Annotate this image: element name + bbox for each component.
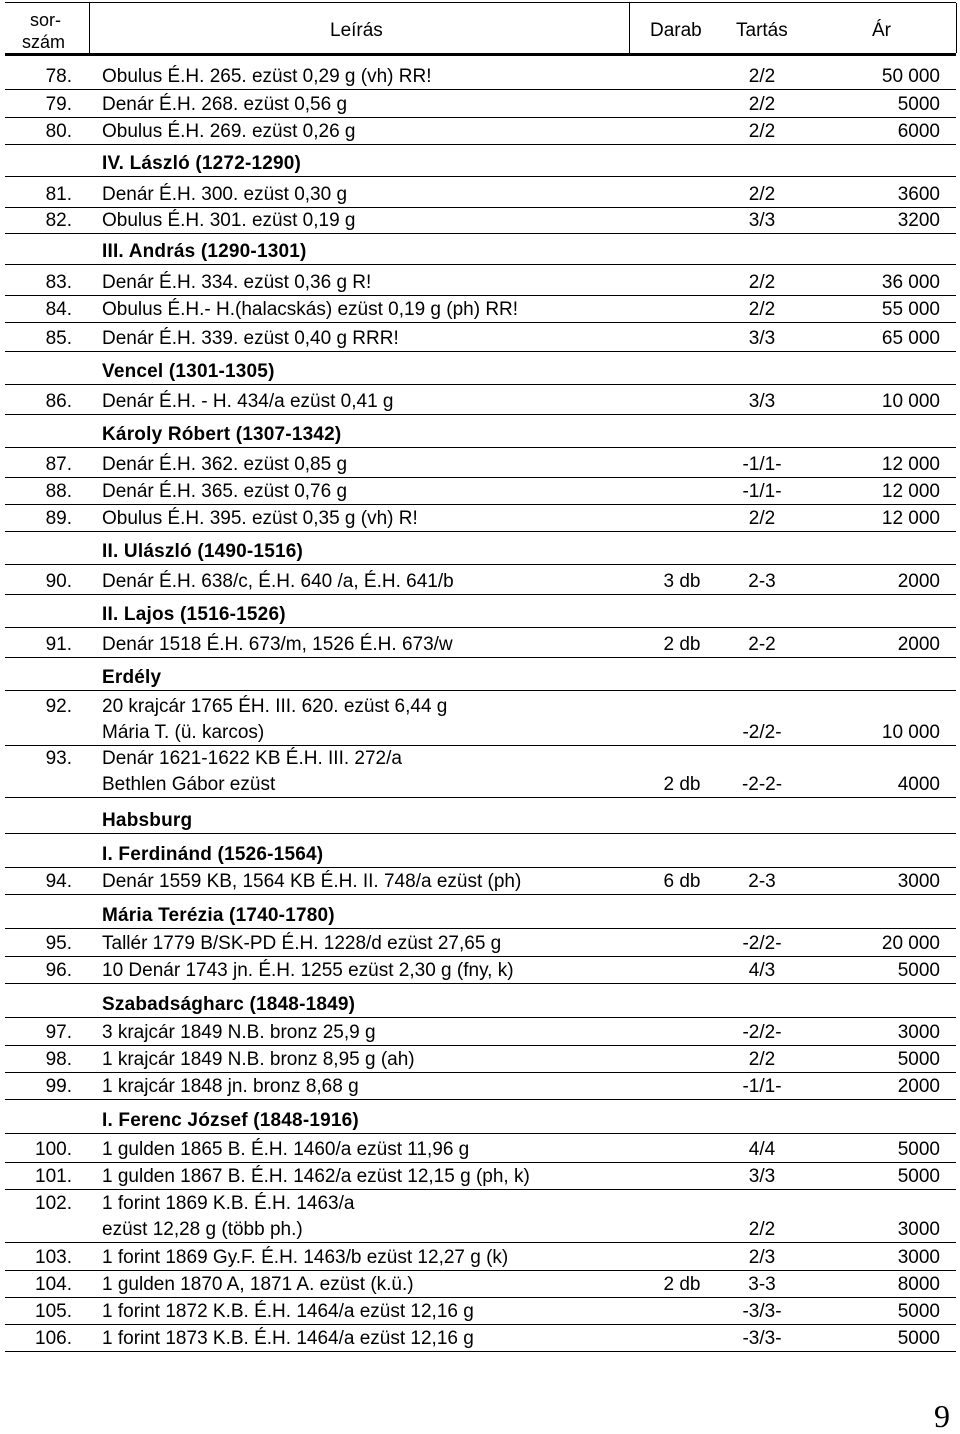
item-number: 81. [45,184,72,205]
row-rule [5,1072,956,1073]
item-number: 104. [35,1274,72,1295]
item-description: Obulus É.H. 301. ezüst 0,19 g [102,210,356,231]
header-description: Leírás [330,20,383,41]
table-row [0,1193,960,1243]
item-number: 84. [45,299,72,320]
item-price: 2000 [897,571,940,592]
row-rule [5,564,956,565]
section-title: III. András (1290-1301) [102,241,307,262]
item-grade: 3/3 [748,391,776,412]
item-description: Denár É.H. 362. ezüst 0,85 g [102,454,348,475]
table-row [0,933,960,955]
row-rule [5,1324,956,1325]
item-number: 90. [45,571,72,592]
row-rule [5,414,956,415]
item-price: 3000 [897,871,940,892]
row-rule [5,477,956,478]
item-quantity: 2 db [663,634,701,655]
row-rule [5,176,956,177]
item-description: 1 forint 1869 Gy.F. É.H. 1463/b ezüst 12,27 g (k) [102,1247,509,1268]
item-price: 5000 [897,1139,940,1160]
section-title: II. Lajos (1516-1526) [102,604,286,625]
row-rule [5,745,956,746]
item-grade: 2/2 [748,184,776,205]
section-heading [0,424,960,446]
row-rule [5,233,956,234]
item-number: 79. [45,94,72,115]
item-description: Obulus É.H.- H.(halacskás) ezüst 0,19 g (ph) RR! [102,299,519,320]
row-rule [5,983,956,984]
item-price: 3000 [897,1219,940,1240]
table-row [0,1022,960,1044]
item-grade: 3/3 [748,328,776,349]
item-number: 98. [45,1049,72,1070]
item-description-line2: Bethlen Gábor ezüst [102,774,276,795]
section-heading [0,667,960,689]
section-heading [0,241,960,263]
item-description: Tallér 1779 B/SK-PD É.H. 1228/d ezüst 27,65 g [102,933,502,954]
item-price: 3000 [897,1022,940,1043]
header-divider [629,3,630,53]
item-grade: 3-3 [748,1274,776,1295]
section-heading [0,905,960,927]
item-description: Denár É.H. 268. ezüst 0,56 g [102,94,348,115]
item-description-line2: Mária T. (ü. karcos) [102,722,265,743]
item-price: 3200 [897,210,940,231]
item-number: 86. [45,391,72,412]
item-number: 106. [35,1328,72,1349]
section-title: I. Ferenc József (1848-1916) [102,1110,359,1131]
item-number: 101. [35,1166,72,1187]
section-title: Szabadságharc (1848-1849) [102,994,356,1015]
row-rule [5,1189,956,1190]
item-grade: 2/2 [748,299,776,320]
item-grade: -1/1- [742,454,782,475]
row-rule [5,1162,956,1163]
table-row [0,184,960,206]
item-description: Denár É.H. 300. ezüst 0,30 g [102,184,348,205]
row-rule [5,956,956,957]
row-rule [5,531,956,532]
item-price: 3600 [897,184,940,205]
item-grade: 2/2 [748,94,776,115]
row-rule [5,384,956,385]
row-rule [5,867,956,868]
item-quantity: 2 db [663,1274,701,1295]
item-grade: -3/3- [742,1301,782,1322]
item-grade: -3/3- [742,1328,782,1349]
item-price: 4000 [897,774,940,795]
item-description: Denár 1559 KB, 1564 KB É.H. II. 748/a ezüst (ph) [102,871,522,892]
row-rule [5,351,956,352]
item-grade: 2/2 [748,66,776,87]
item-description: Obulus É.H. 265. ezüst 0,29 g (vh) RR! [102,66,432,87]
item-price: 12 000 [881,508,940,529]
item-description: Denár 1621-1622 KB É.H. III. 272/a [102,748,402,769]
section-heading [0,844,960,866]
item-price: 5000 [897,1166,940,1187]
section-title: II. Ulászló (1490-1516) [102,541,304,562]
item-grade: 2-3 [748,871,776,892]
item-description: 20 krajcár 1765 ÉH. III. 620. ezüst 6,44 g [102,696,448,717]
table-row [0,121,960,143]
item-number: 82. [45,210,72,231]
item-number: 89. [45,508,72,529]
item-number: 88. [45,481,72,502]
header-top-rule [5,2,956,3]
row-rule [5,1297,956,1298]
row-rule [5,594,956,595]
item-grade: 2/2 [748,508,776,529]
table-row [0,960,960,982]
table-row [0,299,960,321]
item-description-line2: ezüst 12,28 g (több ph.) [102,1219,303,1240]
item-number: 92. [45,696,72,717]
section-heading [0,1110,960,1132]
row-rule [5,295,956,296]
item-number: 100. [35,1139,72,1160]
item-grade: -2/2- [742,1022,782,1043]
item-number: 83. [45,272,72,293]
item-price: 5000 [897,1328,940,1349]
table-row [0,272,960,294]
section-heading [0,541,960,563]
row-rule [5,1133,956,1134]
table-row [0,1274,960,1296]
page-number: 9 [934,1398,950,1434]
table-row [0,1328,960,1350]
item-description: 10 Denár 1743 jn. É.H. 1255 ezüst 2,30 g (fny, k) [102,960,514,981]
row-rule [5,833,956,834]
item-quantity: 3 db [663,571,701,592]
item-price: 10 000 [881,391,940,412]
item-number: 99. [45,1076,72,1097]
row-rule [5,1242,956,1243]
item-grade: 3/3 [748,210,776,231]
item-price: 2000 [897,1076,940,1097]
table-row [0,454,960,476]
item-description: Denár É.H. 334. ezüst 0,36 g R! [102,272,372,293]
item-description: 1 forint 1873 K.B. É.H. 1464/a ezüst 12,16 g [102,1328,474,1349]
item-price: 5000 [897,1301,940,1322]
item-quantity: 2 db [663,774,701,795]
section-title: IV. László (1272-1290) [102,153,302,174]
item-number: 78. [45,66,72,87]
row-rule [5,928,956,929]
row-rule [5,627,956,628]
row-rule [5,894,956,895]
table-row [0,1301,960,1323]
section-heading [0,604,960,626]
header-price: Ár [872,20,891,41]
header-quantity: Darab [650,20,702,41]
table-row [0,66,960,88]
item-grade: 2-2 [748,634,776,655]
item-grade: 2/2 [748,272,776,293]
item-grade: -1/1- [742,1076,782,1097]
row-rule [5,657,956,658]
section-title: Erdély [102,667,162,688]
table-row [0,696,960,746]
item-price: 10 000 [881,722,940,743]
table-row [0,508,960,530]
section-heading [0,810,960,832]
table-row [0,1076,960,1098]
item-grade: 2/2 [748,1049,776,1070]
row-rule [5,447,956,448]
item-price: 65 000 [881,328,940,349]
item-description: Denár É.H. 638/c, É.H. 640 /a, É.H. 641/b [102,571,454,592]
item-price: 55 000 [881,299,940,320]
item-price: 5000 [897,960,940,981]
table-row [0,1139,960,1161]
item-number: 85. [45,328,72,349]
item-grade: 4/4 [748,1139,776,1160]
item-description: 1 krajcár 1849 N.B. bronz 8,95 g (ah) [102,1049,415,1070]
item-number: 80. [45,121,72,142]
section-title: Károly Róbert (1307-1342) [102,424,342,445]
row-rule [5,690,956,691]
item-description: Denár É.H. 365. ezüst 0,76 g [102,481,348,502]
item-price: 5000 [897,94,940,115]
item-description: Denár É.H. - H. 434/a ezüst 0,41 g [102,391,394,412]
item-price: 36 000 [881,272,940,293]
item-grade: 3/3 [748,1166,776,1187]
item-grade: 2-3 [748,571,776,592]
table-row [0,210,960,232]
item-price: 12 000 [881,481,940,502]
item-grade: 2/2 [748,121,776,142]
item-description: 1 gulden 1865 B. É.H. 1460/a ezüst 11,96 g [102,1139,470,1160]
table-row [0,1247,960,1269]
item-grade: 2/2 [748,1219,776,1240]
header-bottom-rule [5,53,956,56]
table-row [0,571,960,593]
row-rule [5,1270,956,1271]
item-number: 87. [45,454,72,475]
item-price: 8000 [897,1274,940,1295]
item-grade: -1/1- [742,481,782,502]
section-title: Mária Terézia (1740-1780) [102,905,335,926]
item-price: 50 000 [881,66,940,87]
item-grade: -2-2- [741,774,783,795]
header-divider [956,3,957,53]
row-rule [5,797,956,798]
item-number: 95. [45,933,72,954]
item-number: 97. [45,1022,72,1043]
section-heading [0,994,960,1016]
table-row [0,328,960,350]
item-number: 96. [45,960,72,981]
item-price: 3000 [897,1247,940,1268]
row-rule [5,1017,956,1018]
table-row [0,1166,960,1188]
item-price: 5000 [897,1049,940,1070]
row-rule [5,117,956,118]
item-description: Obulus É.H. 395. ezüst 0,35 g (vh) R! [102,508,418,529]
row-rule [5,264,956,265]
table-row [0,1049,960,1071]
item-description: 1 gulden 1867 B. É.H. 1462/a ezüst 12,15 g (ph, k) [102,1166,530,1187]
item-description: 1 forint 1872 K.B. É.H. 1464/a ezüst 12,16 g [102,1301,474,1322]
row-rule [5,144,956,145]
header-grade: Tartás [736,20,788,41]
section-title: Habsburg [102,810,193,831]
item-grade: 2/3 [748,1247,776,1268]
row-rule [5,89,956,90]
table-row [0,748,960,798]
item-grade: -2/2- [742,722,782,743]
table-row [0,391,960,413]
item-description: 1 krajcár 1848 jn. bronz 8,68 g [102,1076,359,1097]
item-description: 3 krajcár 1849 N.B. bronz 25,9 g [102,1022,376,1043]
item-description: Denár 1518 É.H. 673/m, 1526 É.H. 673/w [102,634,453,655]
row-rule [5,1045,956,1046]
table-row [0,634,960,656]
section-title: Vencel (1301-1305) [102,361,275,382]
table-row [0,871,960,893]
item-description: Obulus É.H. 269. ezüst 0,26 g [102,121,356,142]
header-divider [89,3,90,53]
row-rule [5,1099,956,1100]
header-number-line2: szám [22,32,66,52]
item-number: 102. [35,1193,72,1214]
header-number-line1: sor- [30,10,61,30]
table-row [0,94,960,116]
item-grade: -2/2- [742,933,782,954]
item-price: 6000 [897,121,940,142]
section-heading [0,361,960,383]
item-grade: 4/3 [748,960,776,981]
item-price: 2000 [897,634,940,655]
item-number: 105. [35,1301,72,1322]
table-row [0,481,960,503]
section-heading [0,153,960,175]
row-rule [5,1351,956,1352]
item-price: 20 000 [881,933,940,954]
item-description: 1 forint 1869 K.B. É.H. 1463/a [102,1193,355,1214]
item-quantity: 6 db [663,871,701,892]
item-description: Denár É.H. 339. ezüst 0,40 g RRR! [102,328,399,349]
item-number: 103. [35,1247,72,1268]
row-rule [5,322,956,323]
item-description: 1 gulden 1870 A, 1871 A. ezüst (k.ü.) [102,1274,414,1295]
row-rule [5,504,956,505]
row-rule [5,207,956,208]
item-number: 94. [45,871,72,892]
item-number: 91. [45,634,72,655]
section-title: I. Ferdinánd (1526-1564) [102,844,324,865]
item-price: 12 000 [881,454,940,475]
item-number: 93. [45,748,72,769]
